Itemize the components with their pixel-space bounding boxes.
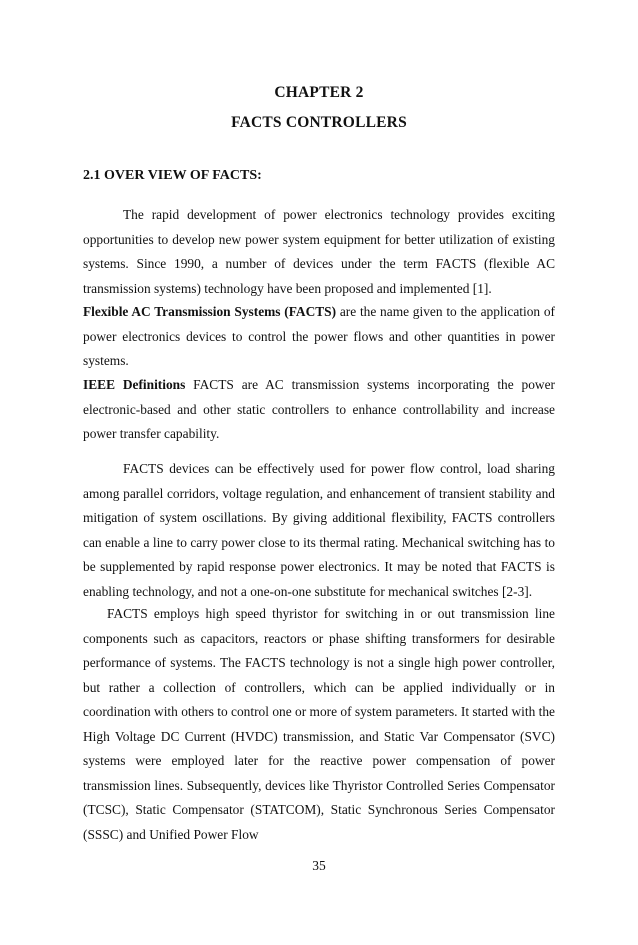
chapter-title: FACTS CONTROLLERS (231, 114, 407, 131)
paragraph-3-text: FACTS are AC transmission systems incorporating the power electronic-based and other static controllers to enhance controllability and increase power transfer capability. (83, 377, 555, 441)
paragraph-1: The rapid development of power electronics technology provides exciting opportunities to develop new power system equipment for better utilization of existing systems. Since 1990, a number of devices under the term FACTS (flexible AC transmission systems) technology have been proposed and implemented [1]. (83, 207, 555, 296)
paragraph-5: FACTS employs high speed thyristor for switching in or out transmission line components such as capacitors, reactors or phase shifting transformers for desirable performance of systems. The FACTS technology is not a single high power controller, but rather a collection of controllers, which can be applied individually or in coordination with others to control one or more of system parameters. It started with the High Voltage DC Current (HVDC) transmission, and Static Var Compensator (SVC) systems were employed later for the reactive power compensation of power transmission lines. Subsequently, devices like Thyristor Controlled Series Compensator (TCSC), Static Compensator (STATCOM), Static Synchronous Series Compensator (SSSC) and Unified Power Flow (83, 606, 555, 842)
chapter-number: CHAPTER 2 (274, 84, 364, 101)
ieee-definitions-term: IEEE Definitions (83, 377, 186, 392)
section-heading: 2.1 OVER VIEW OF FACTS: (83, 168, 262, 183)
page-number: 35 (312, 858, 326, 873)
paragraph-3 (83, 373, 555, 447)
paragraph-2 (83, 300, 555, 374)
facts-definition-term: Flexible AC Transmission Systems (FACTS) (83, 304, 337, 319)
paragraph-4: FACTS devices can be effectively used for power flow control, load sharing among parallel corridors, voltage regulation, and enhancement of transient stability and mitigation of system oscillations. By giving additional flexibility, FACTS controllers can enable a line to carry power close to its thermal rating. Mechanical switching has to be supplemented by rapid response power electronics. It may be noted that FACTS is enabling technology, and not a one-on-one substitute for mechanical switches [2-3]. (83, 461, 555, 599)
paragraph-2-text: are the name given to the application of power electronics devices to control the power flows and other quantities in power systems. (83, 304, 555, 368)
